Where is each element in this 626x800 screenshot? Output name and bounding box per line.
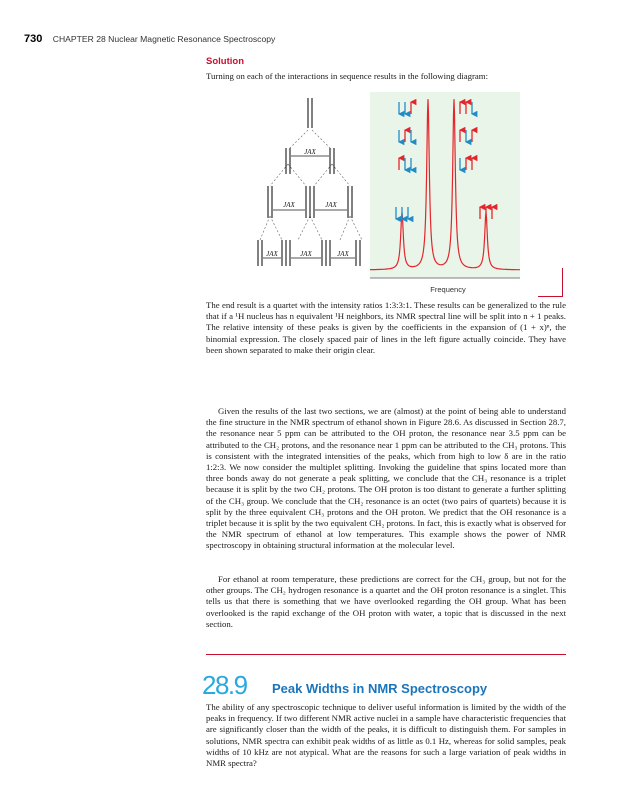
spectrum-plot — [366, 92, 526, 284]
section-paragraph: The ability of any spectroscopic technique to deliver useful information is limited by the width of the peaks in frequency. If two different NMR active nuclei in a sample have characteristic frequencies that are significantly closer than the width of the peaks, it is difficult to distinguish them. For samples in solutions, NMR spectra can exhibit peak widths of as little as 0.1 Hz, whereas for solid samples, peak widths of 10 kHz are not atypical. What are the reasons for such a large variation of peak widths in NMR spectra? — [206, 702, 566, 769]
running-header — [24, 33, 275, 45]
plot-background — [370, 92, 520, 278]
body-paragraph-1: Given the results of the last two sections, we are (almost) at the point of being able to understand the fine structure in the NMR spectrum of ethanol shown in Figure 28.6. As discussed in Section 28.7, the resonance near 5 ppm can be attributed to the OH proton, the resonance near 3.5 ppm can be attributed to the CH₂ protons, and the resonance near 1 ppm can be attributed to the CH₃ protons. This is consistent with the integrated intensities of the peaks, which from high to low δ are in the ratio 1:2:3. We now consider the multiplet splitting. Invoking the guideline that spins located more than three bonds away do not generate a peak splitting, we conclude that the CH₃ resonance is a triplet because it is split by the two CH₂ protons. The OH proton is too distant to generate a further splitting of the CH₃ group. We conclude that the CH₂ resonance is an octet (two pairs of quartets) because it is split by the three equivalent CH₃ protons and the OH proton. We predict that the OH resonance is a triplet because it is split by the two equivalent CH₂ protons. In fact, this is exactly what is observed for the NMR spectrum of ethanol at low temperatures. This example shows the power of NMR spectroscopy in obtaining structural information at the molecular level. — [206, 406, 566, 551]
axis-label-frequency: Frequency — [430, 285, 466, 294]
end-of-solution-mark — [538, 268, 563, 297]
coupling-label: JAX — [325, 201, 337, 209]
section-rule — [206, 654, 566, 655]
coupling-label: JAX — [300, 250, 312, 258]
solution-intro: Turning on each of the interactions in sequence results in the following diagram: — [206, 71, 489, 81]
solution-text: The end result is a quartet with the intensity ratios 1:3:3:1. These results can be generalized to the rule that if a ¹H nucleus has n equivalent ¹H neighbors, its NMR spectral line will be split into n + 1 peaks. The relative intensity of these peaks is given by the coefficients in the expansion of (1 + x)ⁿ, the binomial expression. The closely spaced pair of lines in the left figure actually coincide. They have been shown separated to make their origin clear. — [206, 300, 566, 355]
page-number: 730 — [24, 33, 43, 45]
coupling-label: JAX — [283, 201, 295, 209]
coupling-label: JAX — [337, 250, 349, 258]
splitting-tree-diagram — [255, 92, 367, 268]
section-number: 28.9 — [202, 670, 247, 700]
body-paragraph-2: For ethanol at room temperature, these predictions are correct for the CH₃ group, but not for the other groups. The CH₂ hydrogen resonance is a quartet and the OH proton resonance is a singlet. This tells us that there is something that we have overlooked regarding the OH group. What has been overlooked is the rapid exchange of the OH proton with water, a topic that is discussed in the next section. — [206, 574, 566, 629]
coupling-label: JAX — [266, 250, 278, 258]
section-title: Peak Widths in NMR Spectroscopy — [272, 681, 488, 696]
solution-heading: Solution — [206, 56, 244, 67]
coupling-label: JAX — [304, 148, 316, 156]
chapter-title: CHAPTER 28 Nuclear Magnetic Resonance Spectroscopy — [52, 34, 276, 44]
